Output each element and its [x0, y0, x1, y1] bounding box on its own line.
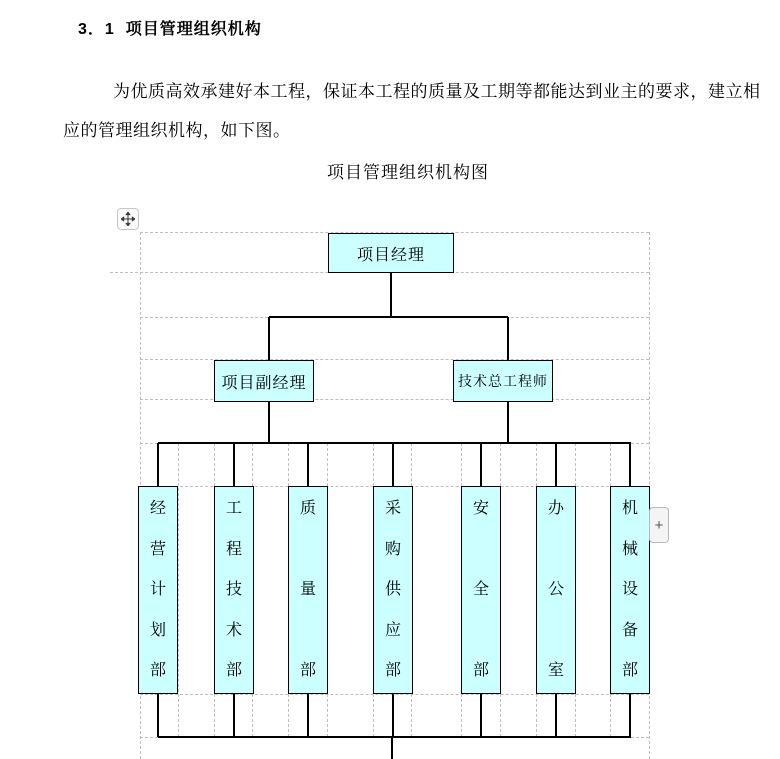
org-box-engineering-technology-dept[interactable]: [214, 486, 254, 694]
org-box-label: 技术总工程师: [458, 373, 548, 389]
org-box-label-char: 全: [472, 581, 489, 598]
org-box-office[interactable]: [536, 486, 576, 694]
expand-button[interactable]: [649, 507, 669, 543]
org-box-label-char: 部: [384, 662, 401, 679]
connector-line: [392, 443, 394, 487]
org-box-project-manager[interactable]: [328, 233, 454, 273]
org-box-label-char: 计: [149, 581, 166, 598]
move-icon: [121, 212, 135, 226]
org-box-label-char: 质: [299, 500, 316, 517]
org-box-label-char: 划: [149, 621, 166, 639]
org-box-label-char: 供: [384, 581, 401, 598]
org-box-label-char: 术: [225, 621, 242, 639]
connector-line: [507, 317, 509, 360]
org-box-label-char: 办: [547, 500, 564, 517]
connector-line: [158, 442, 631, 444]
org-box-label-char: 部: [149, 662, 166, 679]
body-paragraph-line-2: 应的管理组织机构，如下图。: [63, 121, 291, 140]
connector-line: [555, 693, 557, 737]
connector-line: [392, 693, 394, 737]
org-box-label-char: 备: [621, 621, 638, 639]
org-box-label-char: 设: [621, 581, 638, 598]
table-gridline: [178, 443, 179, 737]
org-box-label: 项目经理: [356, 246, 425, 264]
connector-line: [268, 402, 270, 443]
org-box-label-char: 部: [621, 662, 638, 679]
org-box-label-char: 部: [225, 662, 242, 679]
org-box-label-char: 购: [384, 540, 401, 558]
org-box-label-char: 程: [225, 540, 242, 558]
org-box-label-char: 采: [384, 500, 401, 517]
org-box-quality-dept[interactable]: [288, 486, 328, 694]
connector-line: [269, 316, 508, 318]
org-box-label-char: 经: [149, 500, 166, 517]
org-box-label-char: 部: [472, 662, 489, 679]
org-box-label-char: 营: [149, 540, 166, 558]
connector-line: [629, 443, 631, 487]
expand-button-label: +: [654, 516, 664, 534]
org-box-label: 项目副经理: [221, 374, 307, 392]
connector-line: [157, 693, 159, 737]
connector-line: [480, 443, 482, 487]
org-box-label-char: 技: [225, 581, 242, 598]
org-box-deputy-project-manager[interactable]: [214, 360, 314, 402]
org-box-label-char: 安: [472, 500, 489, 517]
connector-line: [307, 443, 309, 487]
org-box-label-char: 公: [547, 581, 564, 598]
org-box-machinery-equipment-dept[interactable]: [610, 486, 650, 694]
connector-line: [507, 402, 509, 443]
connector-line: [480, 693, 482, 737]
org-box-label-char: 室: [547, 662, 564, 679]
body-paragraph-line-1: 为优质高效承建好本工程，保证本工程的质量及工期等都能达到业主的要求，建立相: [113, 82, 761, 101]
connector-line: [555, 443, 557, 487]
connector-line: [157, 443, 159, 487]
org-box-label-char: 应: [384, 621, 401, 639]
org-box-procurement-supply-dept[interactable]: [373, 486, 413, 694]
connector-line: [233, 693, 235, 737]
org-box-label-char: 部: [299, 662, 316, 679]
connector-line: [390, 273, 392, 317]
table-gridline: [140, 694, 649, 695]
move-handle-button[interactable]: [117, 208, 139, 230]
org-box-label-char: 量: [299, 581, 316, 598]
org-box-label-char: 机: [621, 500, 638, 517]
connector-line: [391, 737, 393, 759]
connector-line: [233, 443, 235, 487]
org-box-chief-technical-engineer[interactable]: [453, 360, 553, 402]
connector-line: [629, 693, 631, 737]
section-heading: 3．1 项目管理组织机构: [78, 21, 262, 38]
connector-line: [268, 317, 270, 360]
org-box-label-char: 械: [621, 540, 638, 558]
org-box-label-char: 工: [225, 500, 242, 517]
diagram-caption: 项目管理组织机构图: [327, 163, 489, 182]
connector-line: [307, 693, 309, 737]
connector-line: [158, 736, 631, 738]
org-box-safety-dept[interactable]: [461, 486, 501, 694]
org-box-business-planning-dept[interactable]: [138, 486, 178, 694]
